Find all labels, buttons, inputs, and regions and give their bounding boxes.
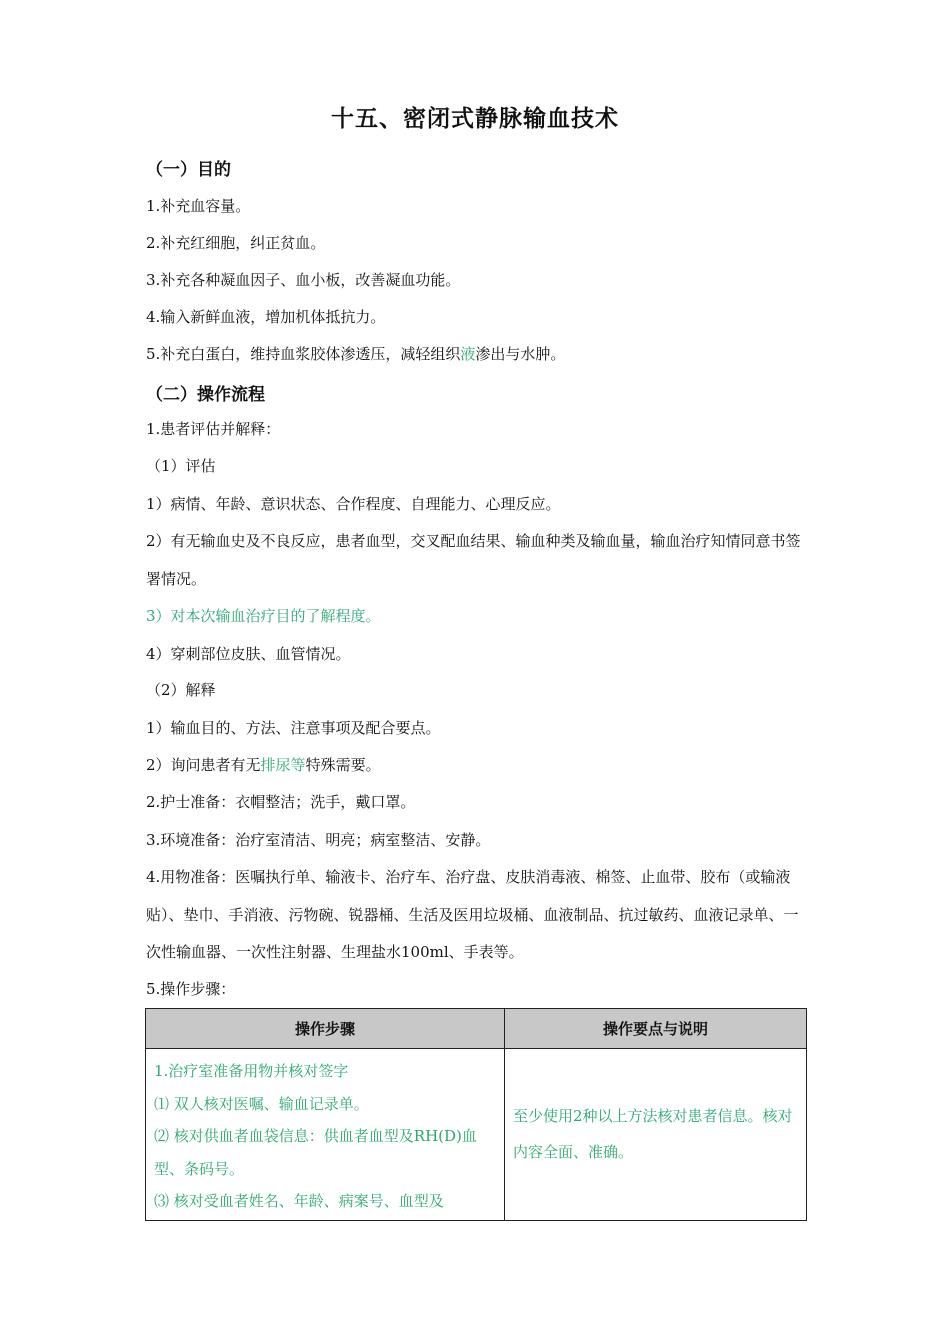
assess-item-2: 2）有无输血史及不良反应，患者血型，交叉配血结果、输血种类及输血量，输血治疗知情同意书签署情况。 xyxy=(146,532,801,588)
assess-item-4: 4）穿刺部位皮肤、血管情况。 xyxy=(146,645,351,663)
explain-label: （2）解释 xyxy=(146,681,216,699)
section-heading-purpose: （一）目的 xyxy=(146,160,231,180)
table-step-line: ⑴ 双人核对医嘱、输血记录单。 xyxy=(154,1094,369,1113)
assess-label: （1）评估 xyxy=(146,457,216,475)
purpose-item-5 xyxy=(146,336,810,374)
page-title: 十五、密闭式静脉输血技术 xyxy=(331,106,619,132)
purpose-item-1: 1.补充血容量。 xyxy=(146,197,251,215)
explain-item-2-part-a: 2）询问患者有无 xyxy=(146,756,261,774)
procedure-step-4: 4.用物准备：医嘱执行单、输液卡、治疗车、治疗盘、皮肤消毒液、棉签、止血带、胶布（或输液贴）、垫巾、手消液、污物碗、锐器桶、生活及医用垃圾桶、血液制品、抗过敏药、血液记录单、一次性输血器、一次性注射器、生理盐水100ml、手表等。 xyxy=(146,868,799,961)
table-header-steps: 操作步骤 xyxy=(146,1009,505,1049)
purpose-item-4: 4.输入新鲜血液，增加机体抵抗力。 xyxy=(146,308,386,326)
procedure-step-1: 1.患者评估并解释： xyxy=(146,420,281,438)
section-heading-procedure: （二）操作流程 xyxy=(146,385,265,405)
purpose-item-2: 2.补充红细胞，纠正贫血。 xyxy=(146,234,326,252)
procedure-step-3: 3.环境准备：治疗室清洁、明亮；病室整洁、安静。 xyxy=(146,831,491,849)
table-step-line: ⑵ 核对供血者血袋信息：供血者血型及RH(D)血型、条码号。 xyxy=(154,1127,477,1178)
operation-steps-table xyxy=(145,1008,807,1221)
explain-item-2-part-c: 特殊需要。 xyxy=(305,756,381,774)
assess-item-1: 1）病情、年龄、意识状态、合作程度、自理能力、心理反应。 xyxy=(146,495,561,513)
explain-item-1: 1）输血目的、方法、注意事项及配合要点。 xyxy=(146,719,441,737)
purpose-item-5-part-a: 5.补充白蛋白，维持血浆胶体渗透压，减轻组织 xyxy=(146,345,461,363)
table-header-notes: 操作要点与说明 xyxy=(505,1009,807,1049)
procedure-step-5: 5.操作步骤： xyxy=(146,980,236,998)
purpose-item-3: 3.补充各种凝血因子、血小板，改善凝血功能。 xyxy=(146,271,461,289)
purpose-item-5-highlight: 液 xyxy=(460,345,476,363)
table-cell-notes: 至少使用2种以上方法核对患者信息。核对内容全面、准确。 xyxy=(505,1049,807,1221)
explain-item-2-highlight: 排尿等 xyxy=(260,756,306,774)
purpose-item-5-part-c: 渗出与水肿。 xyxy=(475,345,566,363)
table-header-row xyxy=(146,1009,807,1049)
table-step-line: 1.治疗室准备用物并核对签字 xyxy=(154,1062,349,1080)
table-row xyxy=(146,1049,807,1221)
explain-item-2 xyxy=(146,747,810,785)
table-cell-steps xyxy=(146,1049,505,1221)
procedure-step-2: 2.护士准备：衣帽整洁；洗手，戴口罩。 xyxy=(146,793,416,811)
table-step-line: ⑶ 核对受血者姓名、年龄、病案号、血型及 xyxy=(154,1192,444,1210)
assess-item-3: 3）对本次输血治疗目的了解程度。 xyxy=(146,607,381,625)
